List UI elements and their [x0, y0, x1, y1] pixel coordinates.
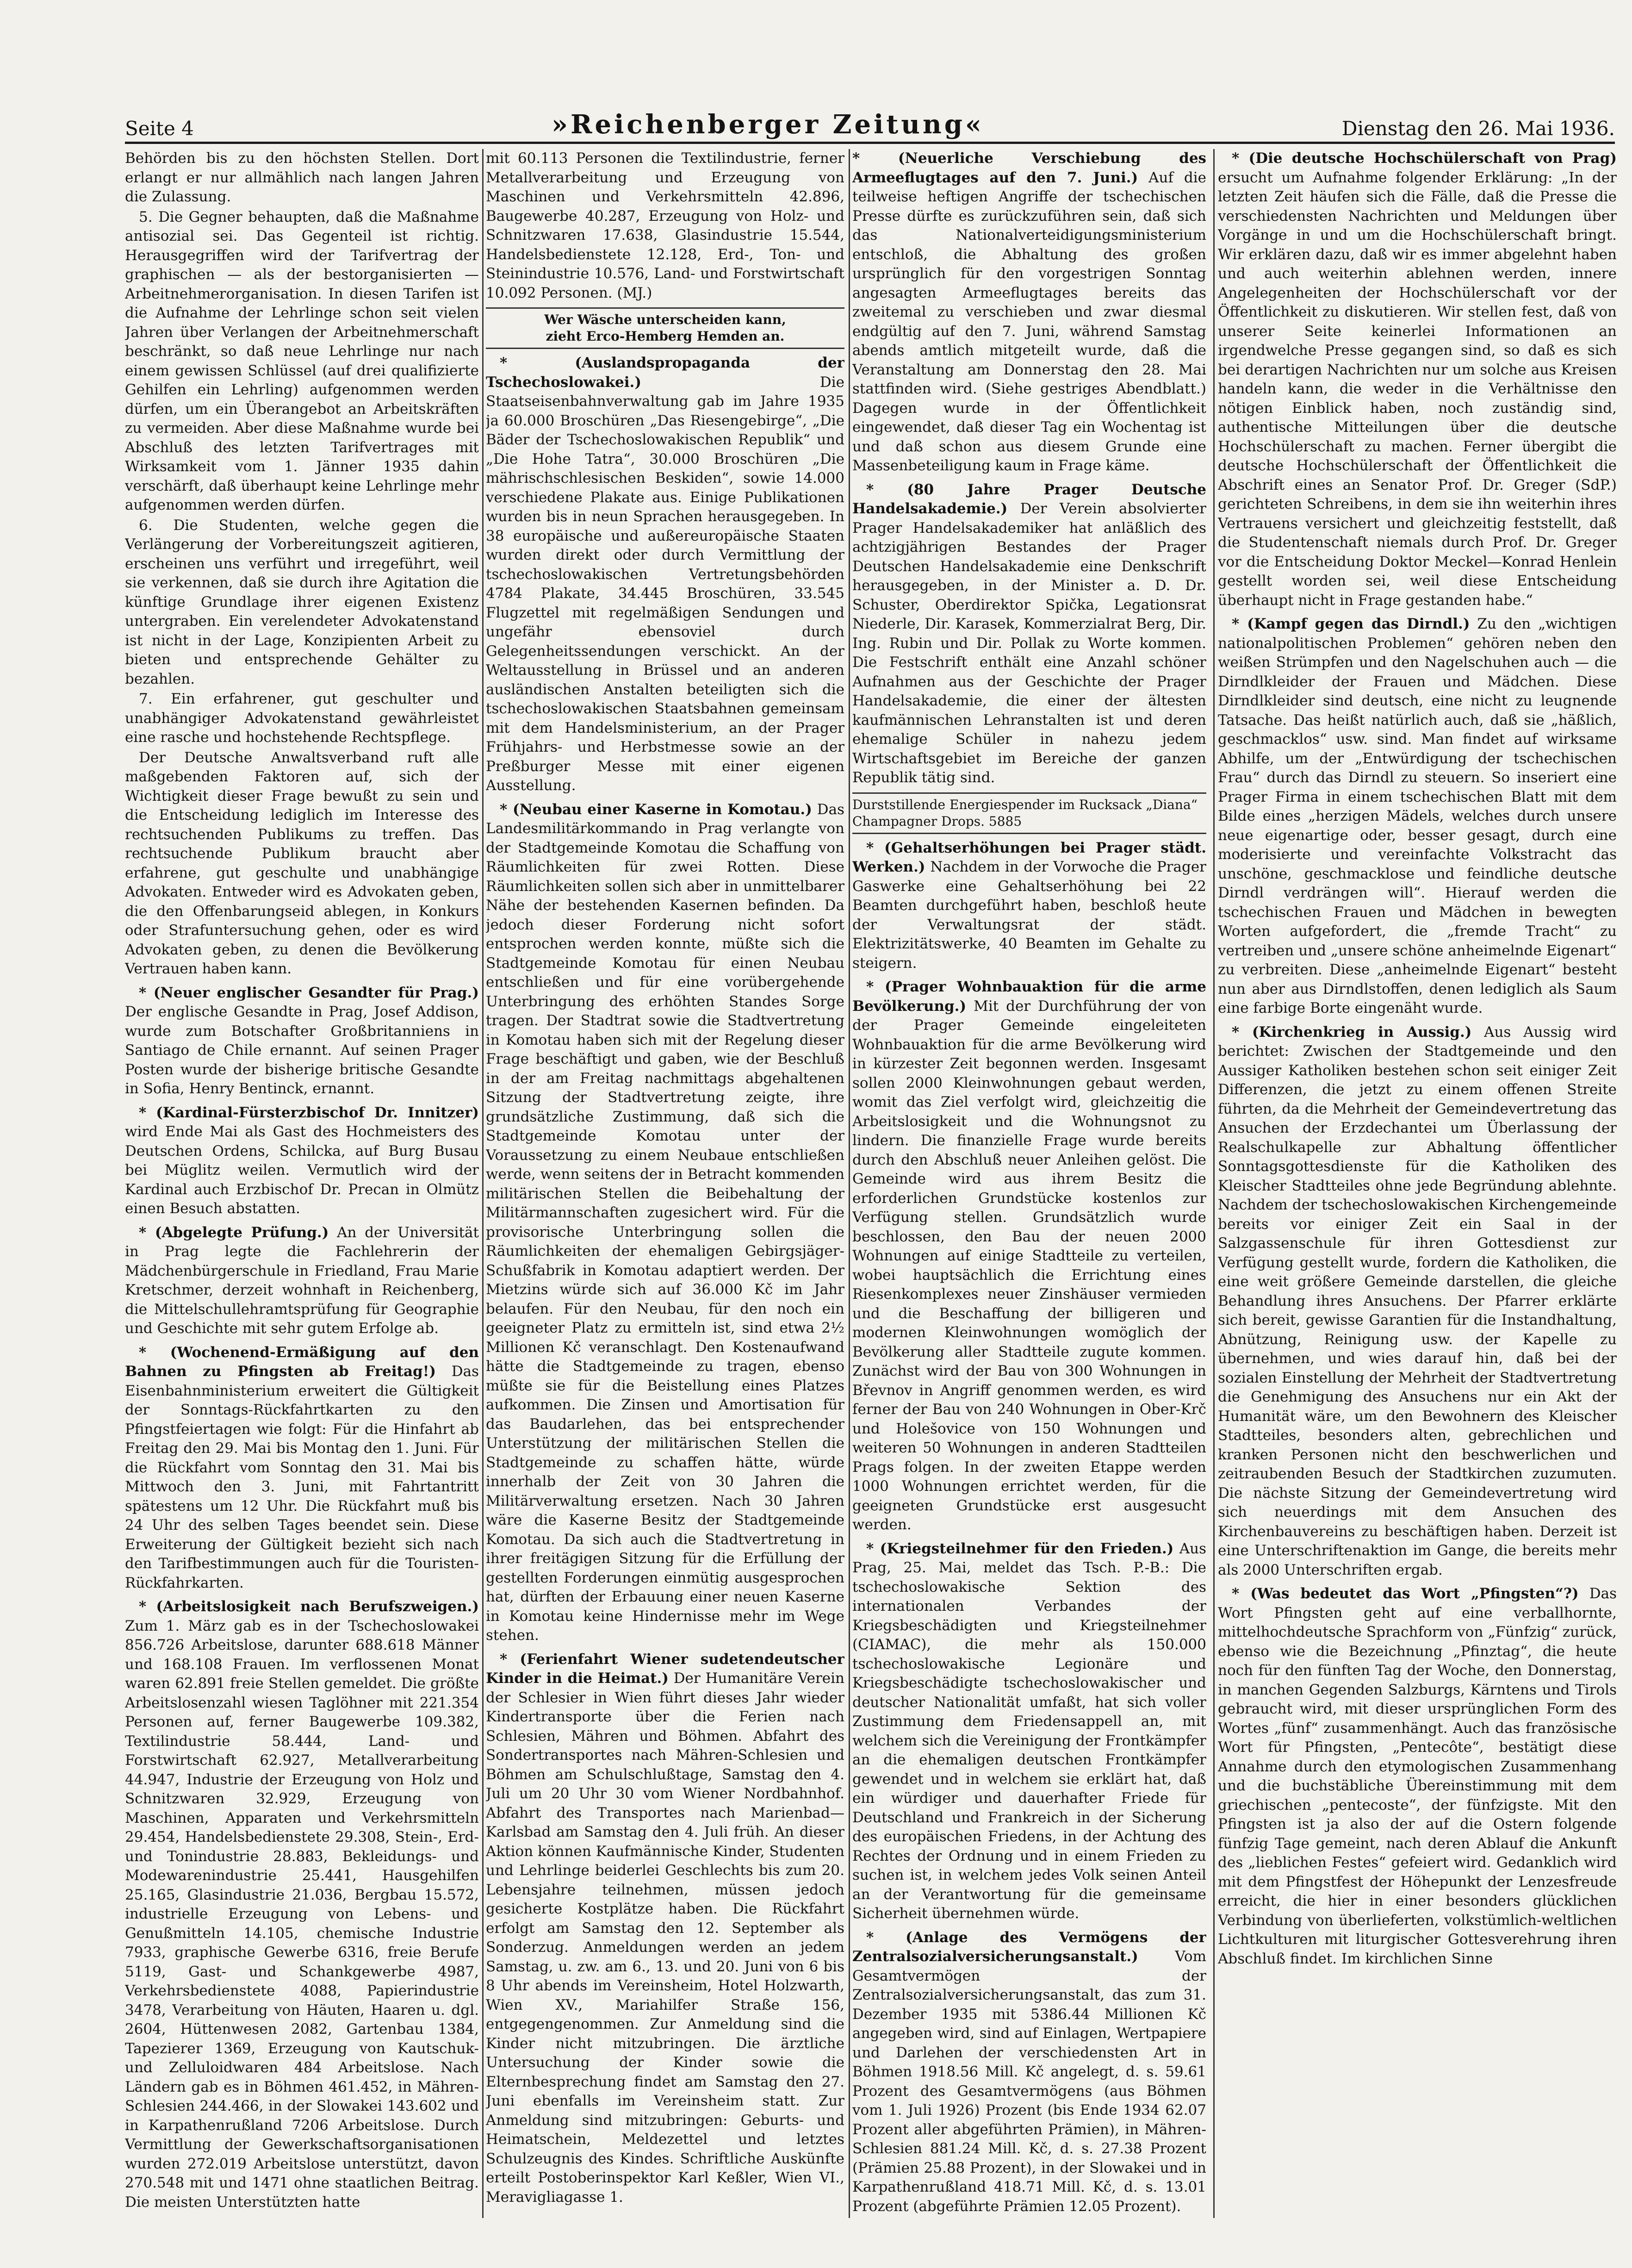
- issue-date: Dienstag den 26. Mai 1936.: [1341, 117, 1615, 140]
- article-exam: [125, 1223, 479, 1339]
- article-heading: * (Gehaltserhöhungen bei Prager städt. Werken.): [852, 839, 1206, 875]
- article-heading: * (Prager Wohnbauaktion für die arme Bevölkerung.): [852, 978, 1206, 1015]
- article-heading: * (Abgelegte Prüfung.): [139, 1224, 329, 1241]
- article-body: Die Staatseisenbahnverwaltung gab im Jahre 1935 ja 60.000 Broschüren „Das Riesengebirge“, „Die Bäder der Tschechoslowakischen Republik“ und „Die Hohe Tatra“, 30.000 Broschüren „Die mährischschlesischen Beskiden“, sowie 14.000 verschiedene Plakate aus. Einige Publikationen wurden bis in neun Sprachen herausgegeben. In 38 europäische und außereuropäische Staaten wurden direkt oder durch Vermittlung der tschechoslowakischen Vertretungsbehörden 4784 Plakate, 34.445 Broschüren, 33.545 Flugzettel mit regelmäßigen Sendungen und ungefähr ebensoviel durch Gelegenheitssendungen verschickt. An der Weltausstellung in Brüssel und an anderen ausländischen Anstalten beteiligten sich die tschechoslowakischen Staatsbahnen gemeinsam mit dem Handelsministerium, an der Prager Frühjahrs- und Herbstmesse sowie an der Preßburger Messe mit einer eigenen Ausstellung.: [486, 374, 844, 794]
- article-barracks: [486, 800, 844, 1645]
- article-church-dispute: [1218, 1023, 1617, 1580]
- article-body: Das Eisenbahnministerium erweitert die Gültigkeit der Sonntags-Rückfahrtkarten zu den Pfingstfeiertagen wie folgt: Für die Hinfahrt ab Freitag den 29. Mai bis Montag den 1. Juni. Für die Rückfahrt vom Sonntag den 31. Mai bis Mittwoch den 3. Juni, mit Fahrtantritt spätestens um 12 Uhr. Die Rückfahrt muß bis 24 Uhr des selben Tages beendet sein. Diese Erweiterung der Gültigkeit bezieht sich nach den Tarifbestimmungen auch für die Touristen-Rückfahrkarten.: [125, 1363, 479, 1591]
- article-heading: * (Ferienfahrt Wiener sudetendeutscher Kinder in die Heimat.): [486, 1651, 844, 1687]
- article-heading: * (Kampf gegen das Dirndl.): [1232, 616, 1470, 632]
- ad-line: zieht Erco-Hemberg Hemden an.: [546, 329, 785, 344]
- article-heading: * (Die deutsche Hochschülerschaft von Prag): [1232, 150, 1617, 167]
- column-2: [486, 149, 844, 2218]
- ad-line: Wer Wäsche unterscheiden kann,: [544, 312, 786, 327]
- article-body: Das Landesmilitärkommando in Prag verlangte von der Stadtgemeinde Komotau die Schaffung von Räumlichkeiten für zwei Rotten. Diese Räumlichkeiten sollen sich aber in unmittelbarer Nähe der bestehenden Kasernen befinden. Da jedoch dieser Forderung nicht sofort entsprochen werden konnte, müßte sich die Stadtgemeinde Komotau für einen Neubau entschließen und für eine vorübergehende Unterbringung des erhöhten Standes Sorge tragen. Der Stadtrat sowie die Stadtvertretung in Komotau haben sich mit der Regelung dieser Frage beschäftigt und gaben, wie der Beschluß in der am Freitag nachmittags abgehaltenen Sitzung der Stadtvertretung zeigte, ihre grundsätzliche Zustimmung, daß sich die Stadtgemeinde Komotau unter der Voraussetzung zu einem Neubaue entschließen werde, wenn seitens der in Betracht kommenden militärischen Stellen die Beibehaltung der Militärmannschaften zugesichert wird. Für die provisorische Unterbringung sollen die Räumlichkeiten der ehemaligen Gebirgsjäger-Schußfabrik in Komotau adaptiert werden. Der Mietzins würde sich auf 36.000 Kč im Jahr belaufen. Für den Neubau, für den noch ein geeigneter Platz zu ermitteln ist, sind etwa 2½ Millionen Kč veranschlagt. Den Kostenaufwand hätte die Stadtgemeinde zu tragen, ebenso müßte sie für die Beistellung eines Platzes aufkommen. Die Zinsen und Amortisation für das Baudarlehen, das bei entsprechender Unterstützung der militärischen Stellen die Stadtgemeinde zu schaffen hätte, würde innerhalb der Zeit von 30 Jahren die Militärverwaltung ersetzen. Nach 30 Jahren wäre die Kaserne Besitz der Stadtgemeinde Komotau. Da sich auch die Stadtvertretung in ihrer freitägigen Sitzung für die Erfüllung der gestellten Forderungen einmütig ausgesprochen hat, dürften der Erbauung einer neuen Kaserne in Komotau keine Hindernisse mehr im Wege stehen.: [486, 801, 844, 1644]
- article-heading: * (Arbeitslosigkeit nach Berufszweigen.): [139, 1598, 479, 1615]
- article-unemployment: [125, 1597, 479, 2212]
- article-body: Mit der Durchführung der von der Prager Gemeinde eingeleiteten Wohnbauaktion für die arme Bevölkerung wird in kürzester Zeit begonnen werden. Insgesamt sollen 2000 Kleinwohnungen gebaut werden, womit das Ziel verfolgt wird, gleichzeitig die Arbeitslosigkeit und die Wohnungsnot zu lindern. Die finanzielle Frage wurde bereits durch den Abschluß neuer Anleihen gelöst. Die Gemeinde wird aus ihrem Besitz die erforderlichen Grundstücke kostenlos zur Verfügung stellen. Grundsätzlich wurde beschlossen, den Bau der neuen 2000 Wohnungen auf einige Stadtteile zu verteilen, wobei hauptsächlich die Errichtung eines Riesenkomplexes neuer Zinshäuser vermieden und die Beschaffung der billigeren und modernen Kleinwohnungen womöglich der Bevölkerung aller Stadtteile zugute kommen. Zunächst wird der Bau von 300 Wohnungen in Břevnov in Angriff genommen werden, es wird ferner der Bau von 240 Wohnungen in Ober-Krč und Holešovice von 150 Wohnungen und weiteren 50 Wohnungen in anderen Stadtteilen Prags folgen. In der zweiten Etappe werden 1000 Wohnungen errichtet werden, für die geeigneten Grundstücke erst ausgesucht werden.: [852, 997, 1206, 1533]
- article-housing: [852, 978, 1206, 1535]
- article-paragraph: 5. Die Gegner behaupten, daß die Maßnahme antisozial sei. Das Gegenteil ist richtig. Herausgegriffen wird der Tarifvertrag der graphischen — als der bestorganisierten — Arbeitnehmerorganisation. In diesen Tarifen ist die Aufnahme der Lehrlinge schon seit vielen Jahren über Verlangen der Arbeitnehmerschaft beschränkt, so daß neue Lehrlinge nur nach einem gewissen Schlüssel (auf drei qualifizierte Gehilfen ein Lehrling) aufgenommen werden dürfen, um ein Überangebot an Arbeitskräften zu vermeiden. Aber diese Maßnahme wurde bei Abschluß des letzten Tarifvertrages mit Wirksamkeit vom 1. Jänner 1935 dahin verschärft, daß überhaupt keine Lehrlinge mehr aufgenommen werden dürfen.: [125, 208, 479, 513]
- article-heading: * (Neuer englischer Gesandter für Prag.): [139, 984, 479, 1001]
- article-body: Der Humanitäre Verein der Schlesier in Wien führt dieses Jahr wieder Kindertransporte über die Ferien nach Schlesien, Mähren und Böhmen. Abfahrt des Sondertransportes nach Mähren-Schlesien und Böhmen am Schulschlußtage, Samstag den 4. Juli um 20 Uhr 30 vom Wiener Nordbahnhof. Abfahrt des Transportes nach Marienbad—Karlsbad am Samstag den 4. Juli früh. An dieser Aktion können Kaufmännische Kinder, Studenten und Lehrlinge beiderlei Geschlechts bis zum 20. Lebensjahre teilnehmen, müssen jedoch gesicherte Kostplätze haben. Die Rückfahrt erfolgt am Samstag den 12. September als Sonderzug. Anmeldungen werden an jedem Samstag, u. zw. am 6., 13. und 20. Juni von 6 bis 8 Uhr abends im Vereinsheim, Hotel Holzwarth, Wien XV., Mariahilfer Straße 156, entgegengenommen. Zur Anmeldung sind die Kinder nicht mitzubringen. Die ärztliche Untersuchung der Kinder sowie die Elternbesprechung findet am Samstag den 27. Juni ebenfalls im Vereinsheim statt. Zur Anmeldung sind mitzubringen: Geburts- und Heimatschein, Meldezettel und letztes Schulzeugnis des Kindes. Schriftliche Auskünfte erteilt Postoberinspektor Karl Keßler, Wien VI., Meravigliagasse 1.: [486, 1670, 844, 2206]
- article-body: Aus Prag, 25. Mai, meldet das Tsch. P.-B.: Die tschechoslowakische Sektion des internationalen Verbandes der Kriegsbeschädigten und Kriegsteilnehmer (CIAMAC), die mehr als 150.000 tschechoslowakische Legionäre und Kriegsbeschädigte tschechoslowakischer und deutscher Nationalität umfaßt, hat sich voller Zustimmung dem Friedensappell an, mit welchem sich die Vereinigung der Frontkämpfer an die ehemaligen deutschen Frontkämpfer gewendet und in welchem sie erklärt hat, daß ein würdiger und dauerhafter Friede für Deutschland und Frankreich in der Sicherung des europäischen Friedens, in der Achtung des Rechtes der Ordnung und in einem Frieden zu suchen ist, in welchem jedes Volk seinen Anteil an der Verantwortung für die gemeinsame Sicherheit übernehmen würde.: [852, 1540, 1206, 1922]
- article-paragraph: Behörden bis zu den höchsten Stellen. Dort erlangt er nur allmählich nach langen Jahren die Zulassung.: [125, 150, 479, 205]
- article-heading: * (Neubau einer Kaserne in Komotau.): [500, 801, 812, 818]
- article-rail-discount: [125, 1343, 479, 1593]
- article-paragraph: mit 60.113 Personen die Textilindustrie, ferner Metallverarbeitung und Erzeugung von Maschinen und Verkehrsmitteln 42.896, Baugewerbe 40.287, Erzeugung von Holz- und Schnitzwaren 17.638, Glasindustrie 15.544, Handelsbedienstete 12.128, Erd-, Ton- und Steinindustrie 10.576, Land- und Forstwirtschaft 10.092 Personen. (MJ.): [486, 150, 844, 301]
- page-number: Seite 4: [125, 117, 194, 140]
- article-pentecost: [1218, 1584, 1617, 1969]
- article-body: Vom Gesamtvermögen der Zentralsozialversicherungsanstalt, das zum 31. Dezember 1935 mit 5386.44 Millionen Kč angegeben wird, sind auf Einlagen, Wertpapiere und Darlehen der verschiedensten Art in Böhmen 1918.56 Mill. Kč angelegt, d. s. 59.61 Prozent des Gesamtvermögens (aus Böhmen vom 1. Juli 1926) Prozent (bis Ende 1934 62.07 Prozent aller abgeführten Prämien), in Mähren-Schlesien 881.24 Mill. Kč, d. s. 27.38 Prozent (Prämien 25.88 Prozent), in der Slowakei und in Karpathenrußland 418.71 Mill. Kč, d. s. 13.01 Prozent (abgeführte Prämien 12.05 Prozent).: [852, 1948, 1206, 2215]
- article-heading: * (Neuerliche Verschiebung des Armeeflugtages auf den 7. Juni.): [852, 150, 1206, 186]
- article-body: Der Verein absolvierter Prager Handelsakademiker hat anläßlich des achtzigjährigen Bestandes der Prager Deutschen Handelsakademie eine Denkschrift herausgegeben, in der Minister a. D. Dr. Schuster, Oberdirektor Spička, Legationsrat Niederle, Dir. Karasek, Kommerzialrat Berg, Dir. Ing. Rubin und Dir. Pollak zu Worte kommen. Die Festschrift enthält eine Anzahl schöner Aufnahmen aus der Geschichte der Prager Handelsakademie, die einer der ältesten kaufmännischen Lehranstalten ist und deren ehemalige Schüler in nahezu jedem Wirtschaftsgebiet im Bereiche der ganzen Republik tätig sind.: [852, 500, 1206, 786]
- article-heading: * (Wochenend-Ermäßigung auf den Bahnen zu Pfingsten ab Freitag!): [125, 1344, 479, 1380]
- article-insurance: [852, 1928, 1206, 2217]
- column-4: [1218, 149, 1617, 2218]
- article-air-day: [852, 149, 1206, 476]
- article-body: Der englische Gesandte in Prag, Josef Addison, wurde zum Botschafter Großbritanniens in Santiago de Chile ernannt. Auf seinen Prager Posten wurde der bisherige britische Gesandte in Sofia, Henry Bentinck, ernannt.: [125, 1003, 479, 1097]
- article-veterans: [852, 1539, 1206, 1924]
- article-body: An der Universität in Prag legte die Fachlehrerin der Mädchenbürgerschule in Friedland, Frau Marie Kretschmer, derzeit wohnhaft in Reichenberg, die Mittelschullehramtsprüfung für Geographie und Geschichte mit sehr gutem Erfolge ab.: [125, 1224, 479, 1337]
- column-divider: [1213, 149, 1215, 2218]
- article-dirndl: [1218, 615, 1617, 1018]
- column-divider: [849, 149, 850, 2218]
- article-body: Zum 1. März gab es in der Tschechoslowakei 856.726 Arbeitslose, darunter 688.618 Männer und 168.108 Frauen. Im verflossenen Monat waren 62.891 freie Stellen gemeldet. Die größte Arbeitslosenzahl wiesen Taglöhner mit 221.354 Personen auf, ferner Baugewerbe 109.382, Textilindustrie 58.444, Land- und Forstwirtschaft 62.927, Metallverarbeitung 44.947, Industrie der Erzeugung von Holz und Schnitzwaren 32.929, Erzeugung von Maschinen, Apparaten und Verkehrsmitteln 29.454, Handelsbedienstete 29.308, Stein-, Erd- und Tonindustrie 28.883, Bekleidungs- und Modewarenindustrie 25.441, Hausgehilfen 25.165, Glasindustrie 21.036, Bergbau 15.572, industrielle Erzeugung von Lebens- und Genußmitteln 14.105, chemische Industrie 7933, graphische Gewerbe 6316, freie Berufe 5119, Gast- und Schankgewerbe 4987, Verkehrsbedienstete 4088, Papierindustrie 3478, Verarbeitung von Häuten, Haaren u. dgl. 2604, Hüttenwesen 2082, Gartenbau 1384, Tapezierer 1369, Erzeugung von Kautschuk- und Zelluloidwaren 484 Arbeitslose. Nach Ländern gab es in Böhmen 461.452, in Mähren-Schlesien 244.466, in der Slowakei 143.602 und in Karpathenrußland 7206 Arbeitslose. Durch Vermittlung der Gewerkschaftsorganisationen wurden 272.019 Arbeitslose unterstützt, davon 270.548 mit und 1471 ohne staatlichen Beitrag. Die meisten Unterstützten hatte: [125, 1617, 479, 2211]
- column-1: [125, 149, 479, 2218]
- article-body: ersucht um Aufnahme folgender Erklärung: „In der letzten Zeit häufen sich die Fälle, daß die Presse die verschiedensten Nachrichten und Meldungen über Vorgänge in und um die Hochschülerschaft bringt. Wir erklären dazu, daß wir es immer abgelehnt haben und auch weiterhin ablehnen werden, innere Angelegenheiten der Hochschülerschaft vor der Öffentlichkeit zu diskutieren. Wir stellen fest, daß von unserer Seite keinerlei Informationen an irgendwelche Presse gegangen sind, so daß es sich bei derartigen Nachrichten nur um solche aus Kreisen handeln kann, die weder in die Verhältnisse den nötigen Einblick haben, noch zuständig sind, authentische Mitteilungen über die deutsche Hochschülerschaft zu machen. Ferner übergibt die deutsche Hochschülerschaft der Öffentlichkeit die Abschrift eines an Senator Prof. Dr. Greger (SdP.) gerichteten Schreibens, in dem sie ihn weiterhin ihres Vertrauens versichert und gleichzeitig feststellt, daß die Studentenschaft niemals durch Prof. Dr. Greger vor die Entscheidung Doktor Meckel—Konrad Henlein gestellt worden sei, weil diese Entscheidung überhaupt nicht in Frage gestanden habe.“: [1218, 169, 1617, 609]
- article-body: Nachdem in der Vorwoche die Prager Gaswerke eine Gehaltserhöhung bei 22 Beamten durchgeführt haben, beschloß heute der Verwaltungsrat der städt. Elektrizitätswerke, 40 Beamten im Gehalte zu steigern.: [852, 859, 1206, 972]
- article-students: [1218, 149, 1617, 610]
- article-heading: * (Kardinal-Fürsterzbischof Dr. Innitzer): [139, 1104, 479, 1121]
- column-divider: [482, 149, 484, 2218]
- article-heading: * (Anlage des Vermögens der Zentralsozialversicherungsanstalt.): [852, 1929, 1206, 1965]
- article-body: wird Ende Mai als Gast des Hochmeisters des Deutschen Ordens, Schilcka, auf Burg Busau bei Müglitz weilen. Vermutlich wird der Kardinal auch Erzbischof Dr. Precan in Olmütz einen Besuch abstatten.: [125, 1123, 479, 1217]
- article-body: Aus Aussig wird berichtet: Zwischen der Stadtgemeinde und den Aussiger Katholiken bestehen schon seit einiger Zeit Differenzen, die jetzt zu einem offenen Streite führten, da die Mehrheit der Gemeindevertretung das Ansuchen der Erzdechantei um Überlassung der Realschulkapelle zur Abhaltung öffentlicher Sonntagsgottesdienste für die Katholiken des Kleischer Stadtteiles ohne jede Begründung ablehnte. Nachdem der tschechoslowakischen Kirchengemeinde bereits vor einiger Zeit ein Saal in der Salzgassenschule für ihren Gottesdienst zur Verfügung gestellt wurde, fordern die Katholiken, die eine weit größere Gemeinde darstellen, die gleiche Behandlung ihres Ansuchens. Der Pfarrer erklärte sich bereit, gewisse Garantien für die Instandhaltung, Abnützung, Reinigung usw. der Kapelle zu übernehmen, und wies darauf hin, daß bei der sozialen Einstellung der Mehrheit der Stadtvertretung die Genehmigung des Ansuchens nur ein Akt der Humanität wäre, um den Bewohnern des Kleischer Stadtteiles, besonders alten, gebrechlichen und kranken Personen nicht den beschwerlichen und zeitraubenden Besuch der Stadtkirchen zuzumuten. Die nächste Sitzung der Gemeindevertretung wird sich neuerdings mit dem Ansuchen des Kirchenbauvereins zu beschäftigen haben. Derzeit ist eine Unterschriftenaktion im Gange, die bereits mehr als 2000 Unterschriften ergab.: [1218, 1023, 1617, 1578]
- header-rule: [125, 142, 1615, 144]
- article-body: Auf die teilweise heftigen Angriffe der tschechischen Presse dürfte es zurückzuführen sein, daß sich das Nationalverteidigungsministerium entschloß, die Abhaltung des großen ursprünglich für den vorgestrigen Sonntag angesagten Armeeflugtages bereits das zweitemal zu verschieben und zwar diesmal endgültig auf den 7. Juni, während Samstag abends amtlich mitgeteilt wurde, daß die Veranstaltung am Donnerstag den 28. Mai stattfinden wird. (Siehe gestriges Abendblatt.) Dagegen wurde in der Öffentlichkeit eingewendet, daß dieser Tag ein Wochentag ist und daß schon aus diesem Grunde eine Massenbeteiligung kaum in Frage käme.: [852, 169, 1206, 474]
- advertisement-drops: Durststillende Energiespender im Rucksack „Diana“ Champagner Drops. 5885: [852, 792, 1206, 834]
- article-heading: * (80 Jahre Prager Deutsche Handelsakademie.): [852, 481, 1206, 517]
- article-paragraph: Der Deutsche Anwaltsverband ruft alle maßgebenden Faktoren auf, sich der Wichtigkeit dieser Frage bewußt zu sein und die Entscheidung lediglich im Interesse des rechtsuchenden Publikums zu treffen. Das rechtsuchende Publikum braucht aber erfahrene, gut geschulte und unabhängige Advokaten. Entweder wird es Advokaten geben, die den Offenbarungseid ablegen, in Konkurs oder Strafuntersuchung gehen, oder es wird Advokaten geben, zu denen die Bevölkerung Vertrauen haben kann.: [125, 749, 479, 977]
- article-paragraph: 7. Ein erfahrener, gut geschulter und unabhängiger Advokatenstand gewährleistet eine rasche und hochstehende Rechtspflege.: [125, 691, 479, 746]
- article-propaganda: [486, 354, 844, 796]
- article-heading: * (Was bedeutet das Wort „Pfingsten“?): [1232, 1585, 1579, 1602]
- article-holiday-trip: [486, 1650, 844, 2207]
- article-heading: * (Kirchenkrieg in Aussig.): [1232, 1023, 1472, 1041]
- article-english-envoy: [125, 984, 479, 1099]
- article-body: Zu den „wichtigen nationalpolitischen Problemen“ gehören neben den weißen Strümpfen und den Nagelschuhen auch — die Dirndlkleider der Frauen und Mädchen. Diese Dirndlkleider sind deutsch, eine nicht zu leugnende Tatsache. Das heißt natürlich auch, daß sie „häßlich, geschmacklos“ usw. sind. Man findet auf wirksame Abhilfe, um der „Entwürdigung der tschechischen Frau“ durch das Dirndl zu steuern. So inseriert eine Prager Firma in einem tschechischen Blatt mit dem Bilde eines „herzigen Mädels, welches durch unsere neue eigenartige oder, besser gesagt, durch eine moderisierte und vereinfachte Volkstracht das unschöne, geschmacklose und feindliche deutsche Dirndl verdrängen will“. Hierauf werden die tschechischen Frauen und Mädchen in bewegten Worten aufgefordert, die „fremde Tracht“ zu vertreiben und „unsere schöne anheimelnde Eigenart“ zu verbreiten. Diese „anheimelnde Eigenart“ besteht nun aber aus Dirndlstoffen, denen lediglich als Saum eine farbige Borte eingenäht wurde.: [1218, 616, 1617, 1016]
- advertisement-shirts: [486, 307, 844, 349]
- article-heading: * (Kriegsteilnehmer für den Frieden.): [866, 1540, 1174, 1557]
- article-cardinal: [125, 1103, 479, 1219]
- article-salary: [852, 839, 1206, 973]
- article-trade-academy: [852, 480, 1206, 788]
- article-paragraph: 6. Die Studenten, welche gegen die Verlängerung der Vorbereitungszeit agitieren, erscheinen uns verführt und irregeführt, weil sie verkennen, daß sie durch ihre Agitation die künftige Grundlage ihrer eigenen Existenz untergraben. Ein verelendeter Advokatenstand ist nicht in der Lage, Konzipienten Arbeit zu bieten und entsprechende Gehälter zu bezahlen.: [125, 517, 479, 687]
- newspaper-title: »Reichenberger Zeitung«: [551, 109, 984, 140]
- page-header: [125, 107, 1615, 140]
- article-body: Das Wort Pfingsten geht auf eine verballhornte, mittelhochdeutsche Sprachform von „Fünfzig“ zurück, ebenso wie die Bezeichnung „Pfinztag“, die heute noch für den fünften Tag der Woche, den Donnerstag, in manchen Gegenden Salzburgs, Kärntens und Tirols gebraucht wird, mit dieser ursprünglichen Form des Wortes „fünf“ zusammenhängt. Auch das französische Wort für Pfingsten, „Pentecôte“, bestätigt diese Annahme durch den etymologischen Zusammenhang und die buchstäbliche Übereinstimmung mit dem griechischen „pentecoste“, der fünfzigste. Mit den Pfingsten ist ja also der auf die Ostern folgende fünfzig Tage gemeint, nach deren Ablauf die Ankunft des „lieblichen Festes“ gefeiert wird. Gedanklich wird mit dem Pfingstfest der Höhepunkt der Lenzesfreude erreicht, die hier in einer besonders glücklichen Verbindung von überlieferten, volkstümlich-weltlichen Lichtkulturen mit liturgischer Gottesverehrung ihren Abschluß findet. Im kirchlichen Sinne: [1218, 1585, 1617, 1967]
- article-heading: * (Auslandspropaganda der Tschechoslowakei.): [486, 355, 844, 391]
- column-3: [852, 149, 1206, 2218]
